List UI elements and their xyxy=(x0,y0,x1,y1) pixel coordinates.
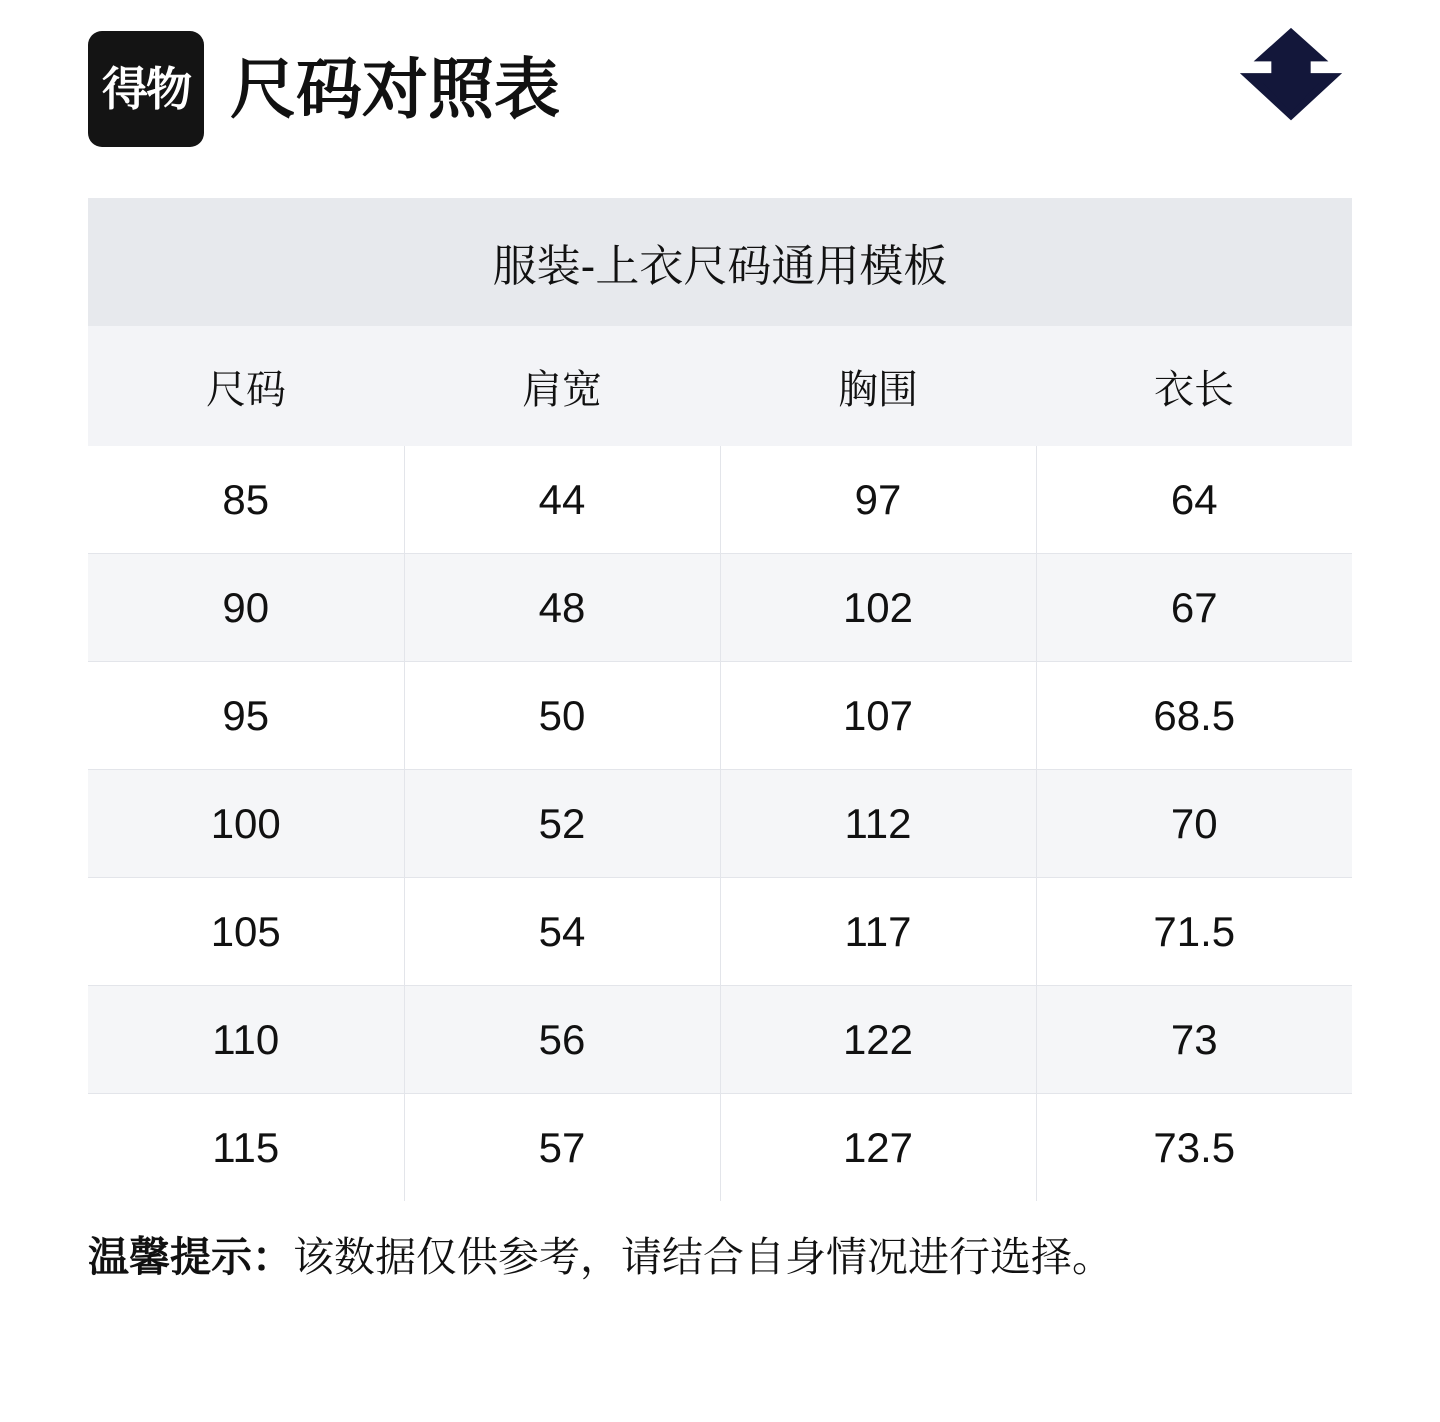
cell-size: 105 xyxy=(88,878,404,986)
cell-length: 71.5 xyxy=(1036,878,1352,986)
cell-bust: 102 xyxy=(720,554,1036,662)
footer-note-text: 该数据仅供参考，请结合自身情况进行选择。 xyxy=(293,1234,1113,1280)
column-header-length: 衣长 xyxy=(1036,326,1352,446)
cell-size: 115 xyxy=(88,1094,404,1202)
cell-size: 90 xyxy=(88,554,404,662)
cell-shoulder: 48 xyxy=(404,554,720,662)
table-row xyxy=(88,986,1352,1094)
footer-note-label: 温馨提示： xyxy=(88,1234,293,1280)
cell-shoulder: 44 xyxy=(404,446,720,554)
cell-shoulder: 50 xyxy=(404,662,720,770)
cell-length: 68.5 xyxy=(1036,662,1352,770)
cell-bust: 127 xyxy=(720,1094,1036,1202)
size-table xyxy=(88,326,1352,1201)
table-head xyxy=(88,326,1352,446)
cell-bust: 122 xyxy=(720,986,1036,1094)
brand-badge xyxy=(88,31,204,147)
cell-length: 64 xyxy=(1036,446,1352,554)
page-header xyxy=(0,0,1440,150)
cell-length: 70 xyxy=(1036,770,1352,878)
table-row xyxy=(88,446,1352,554)
cell-size: 95 xyxy=(88,662,404,770)
table-row xyxy=(88,878,1352,986)
table-row xyxy=(88,1094,1352,1202)
cell-size: 85 xyxy=(88,446,404,554)
cell-bust: 97 xyxy=(720,446,1036,554)
cell-size: 100 xyxy=(88,770,404,878)
cell-shoulder: 56 xyxy=(404,986,720,1094)
size-chart-card xyxy=(88,198,1352,1201)
table-body xyxy=(88,446,1352,1201)
cell-length: 67 xyxy=(1036,554,1352,662)
column-header-shoulder: 肩宽 xyxy=(404,326,720,446)
cell-shoulder: 52 xyxy=(404,770,720,878)
cell-bust: 107 xyxy=(720,662,1036,770)
page-title: 尺码对照表 xyxy=(230,52,560,126)
column-header-bust: 胸围 xyxy=(720,326,1036,446)
cell-bust: 117 xyxy=(720,878,1036,986)
table-row xyxy=(88,554,1352,662)
table-row xyxy=(88,662,1352,770)
card-title: 服装-上衣尺码通用模板 xyxy=(88,198,1352,326)
cell-bust: 112 xyxy=(720,770,1036,878)
cell-shoulder: 57 xyxy=(404,1094,720,1202)
table-row xyxy=(88,770,1352,878)
cell-length: 73 xyxy=(1036,986,1352,1094)
brand-badge-label: 得物 xyxy=(102,63,190,115)
column-header-size: 尺码 xyxy=(88,326,404,446)
table-header-row xyxy=(88,326,1352,446)
cell-length: 73.5 xyxy=(1036,1094,1352,1202)
cell-shoulder: 54 xyxy=(404,878,720,986)
cell-size: 110 xyxy=(88,986,404,1094)
descente-logo-icon xyxy=(1232,22,1350,140)
footer-note xyxy=(88,1231,1352,1284)
